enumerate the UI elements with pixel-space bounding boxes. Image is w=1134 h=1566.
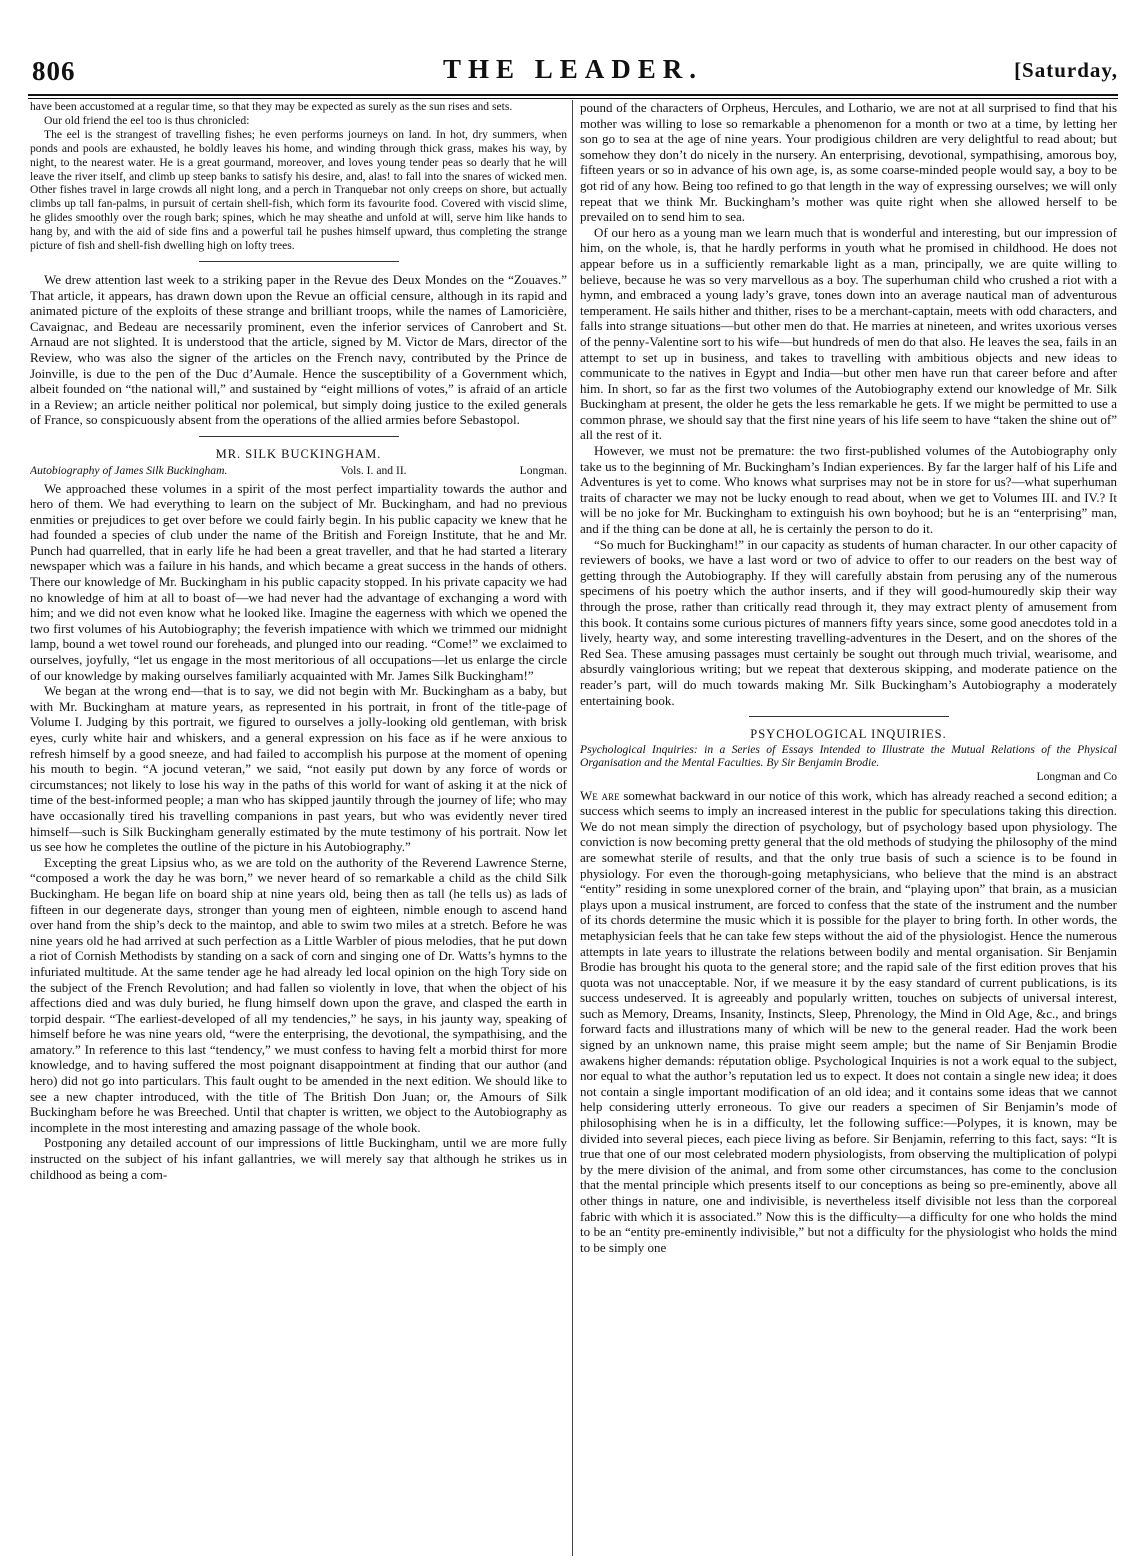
article-heading: MR. SILK BUCKINGHAM.: [215, 446, 382, 461]
article-paragraph: However, we must not be premature: the two first-published volumes of the Autobiography only take us to the beginning of Mr. Buckingham’s Indian experiences. By far the larger half of his Life and Adventures is yet to come. Who knows what surprises may not be in store for us?—what superhuman traits of character we may not be lucky enough to read about, when we get to Volumes III. and IV.? It will be no joke for Mr. Buckingham to extinguish his own boyhood; but he is an “enterprising” man, and if the thing can be done at all, he is certainly the person to do it.: [580, 443, 1117, 537]
article2-paragraph: [580, 788, 1117, 1256]
article-book-volumes: Vols. I. and II.: [340, 463, 407, 477]
column-divider: [572, 100, 573, 1556]
article2-paragraph-text: somewhat backward in our notice of this work, which has already reached a second edition; a success which seems to imply an increased interest in the public for speculations taking this direction. We do not mean simply the direction of psychology, but of psychology based upon physiology. The conviction is now becoming pretty general that the old methods of studying the philosophy of the mind are somewhat sterile of results, and that the only true basis of such a science is to be found in physiology. For even the thorough-going metaphysicians, who believe that the mind is an abstract “entity” residing in some unexplored corner of the brain, and “playing upon” that brain, as a musician plays upon a musical instrument, are forced to confess that the state of the instrument and the number of its chords determine the music which it is possible for the player to bring forth. In other words, the metaphysician feels that he can take few steps without the aid of the physiologist. Hence the numerous attempts in late years to illustrate the relations between bodily and mental organisation. Sir Benjamin Brodie has brought his quota to the general store; and the rapid sale of the first edition proves that his quota was not unacceptable. Nor, if we measure it by the easy standard of current publications, is its success undeserved. It is agreeably and popularly written, touches on subjects of universal interest, such as Memory, Dreams, Insanity, Instincts, Sleep, Phrenology, the Mind in Old Age, &c., and brings forward facts and illustrations many of which will be new to the general reader. Had the work been signed by an unknown name, this praise might seem ample; but the name of Sir Benjamin Brodie awakens higher demands: réputation oblige. Psychological Inquiries is not a work equal to the subject, nor equal to what the author’s reputation led us to expect. It does not contain a single new idea; it does not contain a single important modification of an old idea; and it contains some ideas that we cannot help considering utterly erroneous. To give our readers a specimen of Sir Benjamin’s mode of philosophising when he is in a difficulty, let the following suffice:—Polypes, it is known, may be divided into several pieces, each piece living as before. Sir Benjamin, referring to this fact, says: “It is true that one of our most celebrated modern physiologists, from observing the multiplication of polypi by the mere division of the animal, and from some other circumstances, has come to the conclusion that the mental principle which presents itself to our conceptions as being so pre-eminently, above all other things in nature, one and indivisible, is nevertheless itself divisible not less than the corporeal fabric with which it is associated.” Now this is the difficulty—a difficulty for one who holds the mind to be an “entity pre-eminently indivisible,” but not a difficulty for the physiologist who holds the mind to be simply one: [580, 787, 1117, 1255]
article2-heading: PSYCHOLOGICAL INQUIRIES.: [750, 727, 947, 742]
article-paragraph: “So much for Buckingham!” in our capacity as students of human character. In our other capacity of reviewers of books, we have a last word or two of advice to offer to our readers on the best way of getting through the Autobiography. If they will carefully abstain from perusing any of the numerous specimens of his poetry which the author inserts, and if they will good-humouredly skip their way through the prose, rather than critically read through it, they may extract plenty of amusement from this book. It contains some curious pictures of manners fifty years since, some good anecdotes told in a lively, hearty way, and some interesting travelling-adventures in the Desert, and on the shores of the Red Sea. These amusing passages must certainly be sought out through much trivial, wearisome, and absurdly vainglorious writing; but we repeat that dexterous skipping, and moderate patience on the reader’s part, will do much towards making Mr. Silk Buckingham’s Autobiography a moderately entertaining book.: [580, 536, 1117, 708]
newspaper-title: THE LEADER.: [442, 54, 704, 84]
article-book-title: Autobiography of James Silk Buckingham.: [30, 463, 228, 477]
article2-subhead: Psychological Inquiries: in a Series of Essays Intended to Illustrate the Mutual Relations of the Physical Organisation and the Mental Faculties. By Sir Benjamin Brodie.: [580, 742, 1117, 770]
intro-text: have been accustomed at a regular time, so that they may be expected as surely as the sun rises and sets.: [30, 100, 513, 113]
masthead-rule-thin: [28, 98, 1118, 99]
article2-lead-in: We are: [580, 787, 620, 803]
article-paragraph: We began at the wrong end—that is to say, we did not begin with Mr. Buckingham as a baby, but with Mr. Buckingham at mature years, as represented in his portrait, in front of the title-page of Volume I. Judging by this portrait, we figured to ourselves a jolly-looking old gentleman, with brisk eyes, curly white hair and whiskers, and a general expression on his face as if he were anxious to refresh himself by a good sneeze, and had failed to accomplish his purpose at the moment of opening his mouth to begin. “A jocund veteran,” we said, “not easily put down by any force of words or circumstances; not likely to lose his way in the paths of this world for want of asking it at the nick of time of the best-informed people; a man who has skipped jauntily through the journey of life; who may have occasionally tired his travelling companions in past years, but who was evidently never tired himself—such is Silk Buckingham generally estimated by the mute testimony of his portrait. Now let us see how he completes the outline of the picture in his Autobiography.”: [30, 683, 567, 855]
section-separator: [199, 261, 399, 262]
article-paragraph: We approached these volumes in a spirit of the most perfect impartiality towards the author and hero of them. We had everything to learn on the subject of Mr. Buckingham, and had no previous enmities or prejudices to get over before we could fairly begin. In his public capacity we knew that he had founded a species of club under the name of the British and Foreign Institute, that he and Mr. Punch had quarrelled, that in early life he had been a great traveller, and that he had started a literary newspaper which was a failure in his hands, and which became a great success in the hands of others. There our knowledge of Mr. Buckingham in his public capacity stopped. In his private capacity we had no knowledge of him at all to boast of—we had never had the advantage of exchanging a word with him; and we did not even know what he looked like. Imagine the eagerness with which we opened the two first volumes of his Autobiography; the feverish impatience with which we trimmed our midnight lamp, bound a wet towel round our foreheads, and plunged into our reading. “Come!” we exclaimed to ourselves, joyfully, “let us engage in the most meritorious of all occupations—let us enlarge the circle of our knowledge by making ourselves familiarly acquainted with Mr. James Silk Buckingham!”: [30, 480, 567, 683]
masthead-rule: [28, 94, 1118, 96]
eel-intro: Our old friend the eel too is thus chronicled:: [44, 113, 250, 127]
issue-day: [Saturday,: [1014, 58, 1118, 82]
zouaves-paragraph: We drew attention last week to a striking paper in the Revue des Deux Mondes on the “Zouaves.” That article, it appears, has drawn down upon the Revue an official censure, although in its rapid and animated picture of the exploits of these strange and brilliant troops, while the names of Lamoricière, Cavaignac, and Bedeau are necessarily prominent, even the inferior services of Canrobert and St. Arnaud are not slighted. It is understood that the article, signed by M. Victor de Mars, director of the Review, who was also the signer of the articles on the French navy, contributed by the Prince de Joinville, is due to the pen of the Duc d’Aumale. Hence the susceptibility of a Government which, albeit founded on “the national will,” and sustained by “eight millions of votes,” is afraid of an article in a Review; an article neither political nor polemical, but simply doing justice to the exiled generals of France, so conspicuously absent from the operations of the allied armies before Sebastopol.: [30, 271, 567, 428]
eel-quote-text: The eel is the strangest of travelling fishes; he even performs journeys on land. In hot, dry summers, when ponds and pools are exhausted, he boldly leaves his home, and winding through thick grass, makes his way, by night, to the nearest water. He is a great gourmand, moreover, and loves young tender peas so dearly that he will leave the river itself, and climb up steep banks to satisfy his desire, and, alas! to fall into the snares of wicked men. Other fishes travel in large crowds all night long, and a perch in Tranquebar not only creeps on shore, but actually climbs up tall fan-palms, in pursuit of certain shell-fish, which form its favourite food. Covered with viscid slime, he glides smoothly over the rough bark; spines, which he may sheathe and unfold at will, serve him like hands to hang by, and with the aid of side fins and a powerful tail he pushes himself upward, thus completing the strange picture of fish and shell-fish dwelling high on lofty trees.: [30, 127, 567, 253]
page-number: 806: [32, 56, 76, 86]
section-separator: [199, 436, 399, 437]
article-paragraph: Postponing any detailed account of our impressions of little Buckingham, until we are more fully instructed on the subject of his infant gallantries, we will merely say that although he strikes us in childhood as being a com-: [30, 1135, 567, 1182]
masthead: [28, 52, 1118, 92]
left-column: [30, 100, 567, 1560]
article-book-publisher: Longman.: [519, 463, 567, 477]
article-paragraph: Excepting the great Lipsius who, as we are told on the authority of the Reverend Lawrence Sterne, “composed a work the day he was born,” we never heard of so remarkable a child as the child Silk Buckingham. He began life on board ship at nine years old, being then as tall (he tells us) as lads of fifteen in our degenerate days, stronger than young men of eighteen, nimble enough to ascend hand over hand from the ship’s deck to the maintop, and able to swim two miles at a stretch. Before he was nine years old he had arrived at such perfection as a Little Warbler of pious melodies, that he put down a riot of Cornish Methodists by standing on a sack of corn and singing one of Dr. Watts’s hymns to the infuriated multitude. At the same tender age he had already led local opinion on the high Tory side on the subject of the French Revolution; and had fallen so violently in love, that when the object of his affections died and was duly buried, he flung himself down upon the grave, and clasped the earth in torpid despair. “The earliest-developed of all my tendencies,” he says, in his jaunty way, speaking of himself before he was nine years old, “were the enterprising, the devotional, the sympathising, and the amatory.” In reference to this last “tendency,” we must confess to having felt a morbid thirst for more knowledge, and to having suffered the most poignant disappointment at finding that our author (and hero) did not go into particulars. This fault ought to be amended in the next edition. We should like to see a new chapter introduced, with the title of The British Don Juan; or, the Amours of Silk Buckingham before he was Breeched. Until that chapter is written, we object to the Autobiography as incomplete in the most interesting and amazing passage of the whole book.: [30, 854, 567, 1135]
article-paragraph: Of our hero as a young man we learn much that is wonderful and interesting, but our impression of him, on the whole, is, that he hardly performs in youth what he promised in childhood. He does not appear before us in a sufficiently remarkable light as a man, principally, we are quite willing to believe, because he was so very marvellous as a boy. The superhuman child who crushed a riot with a hymn, and embraced a young lady’s grave, tones down into an average nautical man of adventurous temperament. He sails hither and thither, rises to be a merchant-captain, meets with odd characters, and falls into strange situations—but other men do that. He marries at nineteen, and writes uxorious verses of the penny-Valentine sort to his wife—but hundreds of men do that also. He leaves the sea, fails in an attempt to set up in business, and takes to travelling with ambitious objects and new ideas to communicate to the natives in Egypt and India—but other men have run that career before and after him. In short, so far as the first two volumes of the Autobiography extend our knowledge of Mr. Silk Buckingham at present, the older he gets the less remarkable he gets. If we might be permitted to use a common phrase, we should say that the first nine years of his life seem to have “taken the shine out of” all the rest of it.: [580, 224, 1117, 443]
right-column: [580, 100, 1117, 1560]
article2-publisher: Longman and Co: [1036, 769, 1117, 783]
eel-quote: [30, 128, 567, 253]
article-paragraph: pound of the characters of Orpheus, Hercules, and Lothario, we are not at all surprised to find that his mother was willing to lose so remarkable a phenomenon for a month or two at a time, by letting her son go to sea at the age of nine years. Your prodigious children are very delightful to read about; but somehow they don’t do nicely in the nursery. An enterprising, devotional, sympathising, amorous boy, fifteen years or so in advance of his own age, is, as some coarse-minded people would say, a boy to be got rid of any how. Being too refined to go that length in the way of expressing ourselves; we will only repeat that we think Mr. Buckingham’s mother was quite right when she allowed herself to be prevailed on to send him to sea.: [580, 100, 1117, 225]
section-separator: [749, 716, 949, 717]
article-publication-line: [30, 464, 567, 478]
